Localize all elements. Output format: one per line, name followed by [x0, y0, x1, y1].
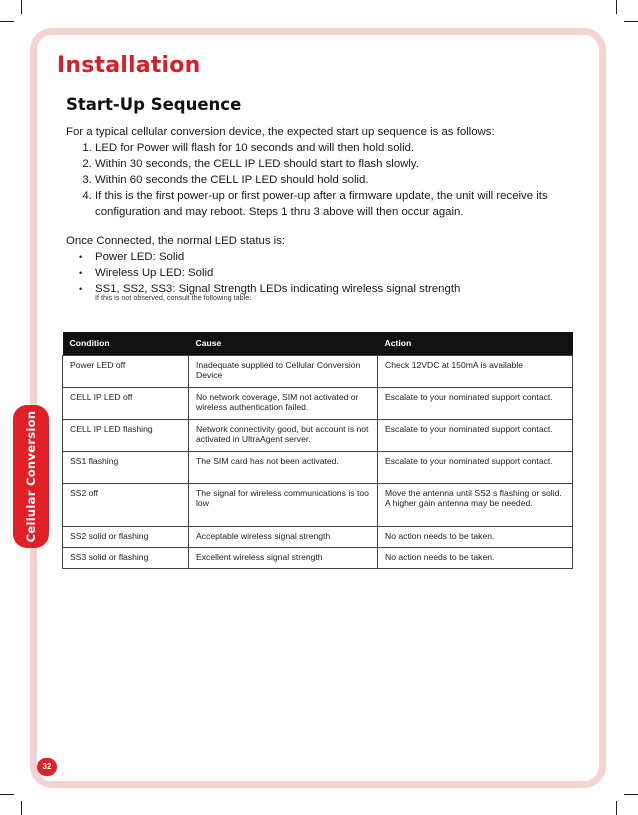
- table-cell: No action needs to be taken.: [378, 526, 573, 547]
- list-item: 1. LED for Power will flash for 10 seconds and will then hold solid.: [95, 140, 595, 156]
- table-cell: Power LED off: [63, 355, 189, 387]
- list-item: • Wireless Up LED: Solid: [95, 265, 595, 281]
- table-cell: Excellent wireless signal strength: [189, 547, 378, 568]
- crop-mark: [21, 801, 22, 815]
- list-item: • SS1, SS2, SS3: Signal Strength LEDs indicating wireless signal strength: [95, 281, 595, 297]
- led-status-list: [66, 249, 595, 297]
- table-row: [63, 483, 573, 526]
- connected-heading: Once Connected, the normal LED status is:: [66, 235, 286, 247]
- column-header: Condition: [63, 332, 189, 355]
- table-cell: Escalate to your nominated support contact.: [378, 419, 573, 451]
- crop-mark: [21, 0, 22, 14]
- table-cell: Acceptable wireless signal strength: [189, 526, 378, 547]
- section-title: Start-Up Sequence: [66, 95, 242, 114]
- intro-text: For a typical cellular conversion device, the expected start up sequence is as follows:: [66, 126, 495, 138]
- table-row: [63, 419, 573, 451]
- table-row: [63, 451, 573, 483]
- table-cell: CELL IP LED flashing: [63, 419, 189, 451]
- table-row: [63, 355, 573, 387]
- crop-mark: [624, 21, 638, 22]
- table-cell: Move the antenna until SS2 s flashing or solid. A higher gain antenna may be needed.: [378, 483, 573, 526]
- table-cell: No action needs to be taken.: [378, 547, 573, 568]
- table-cell: Network connectivity good, but account is not activated in UltraAgent server.: [189, 419, 378, 451]
- list-item: 3. Within 60 seconds the CELL IP LED should hold solid.: [95, 172, 595, 188]
- crop-mark: [616, 801, 617, 815]
- table-cell: Check 12VDC at 150mA is available: [378, 355, 573, 387]
- table-row: [63, 547, 573, 568]
- crop-mark: [0, 21, 14, 22]
- column-header: Cause: [189, 332, 378, 355]
- table-cell: No network coverage, SIM not activated or wireless authentication failed.: [189, 387, 378, 419]
- troubleshooting-table: [62, 332, 573, 569]
- table-cell: Escalate to your nominated support contact.: [378, 451, 573, 483]
- chapter-title: Installation: [57, 53, 201, 78]
- list-item: 2. Within 30 seconds, the CELL IP LED should start to flash slowly.: [95, 156, 595, 172]
- table-row: [63, 526, 573, 547]
- list-item: 4. If this is the first power-up or first power-up after a firmware update, the unit will receive its configuration and may reboot. Steps 1 thru 3 above will then occur again.: [95, 188, 595, 220]
- crop-mark: [0, 794, 14, 795]
- table-cell: Escalate to your nominated support contact.: [378, 387, 573, 419]
- column-header: Action: [378, 332, 573, 355]
- table-cell: SS2 solid or flashing: [63, 526, 189, 547]
- crop-mark: [624, 794, 638, 795]
- table-note: If this is not observed, consult the following table:: [95, 293, 252, 302]
- table-cell: SS1 flashing: [63, 451, 189, 483]
- table-cell: SS3 solid or flashing: [63, 547, 189, 568]
- startup-steps-list: [66, 140, 595, 220]
- table-cell: The signal for wireless communications is too low: [189, 483, 378, 526]
- table-row: [63, 387, 573, 419]
- table-cell: The SIM card has not been activated.: [189, 451, 378, 483]
- table-cell: CELL IP LED off: [63, 387, 189, 419]
- list-item: • Power LED: Solid: [95, 249, 595, 265]
- table-cell: SS2 off: [63, 483, 189, 526]
- side-tab-label: Cellular Conversion: [24, 410, 38, 543]
- table-header-row: [63, 332, 573, 355]
- crop-mark: [616, 0, 617, 14]
- table-cell: Inadequate supplied to Cellular Conversion Device: [189, 355, 378, 387]
- page-number: 32: [37, 758, 57, 776]
